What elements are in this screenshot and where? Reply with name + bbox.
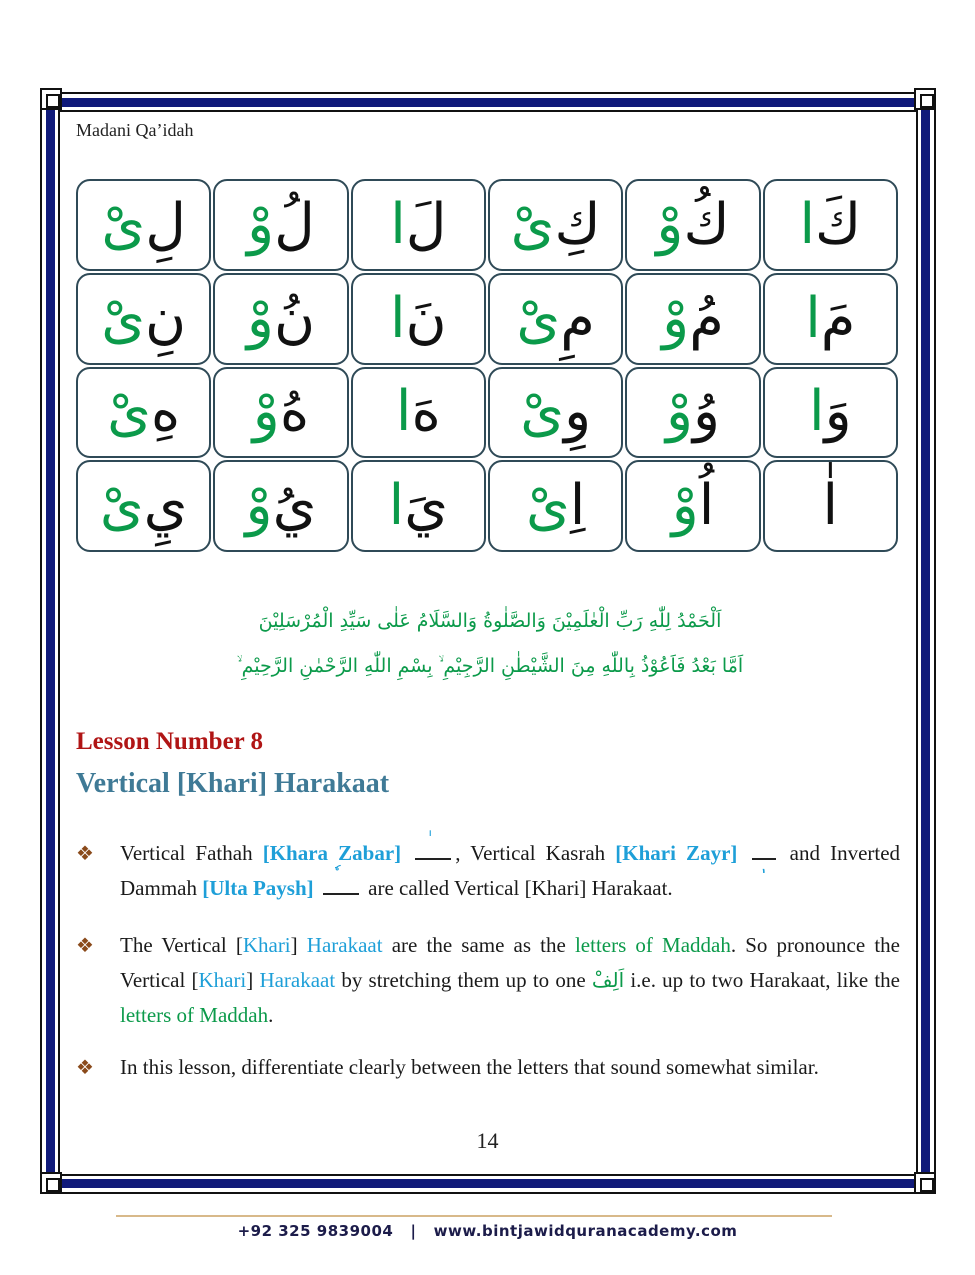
letter-harakah: ىْ	[99, 473, 144, 539]
letter-base: لَ	[405, 191, 447, 257]
term-khari-zayr: [Khari Zayr]	[615, 841, 738, 865]
letter-harakah: ا	[389, 285, 406, 351]
letter-base: كَ	[815, 191, 862, 257]
bullet-text-run: The Vertical [	[120, 933, 243, 957]
letter-cell	[763, 367, 898, 459]
letter-base: لِ	[145, 191, 186, 257]
bullet-text-run: ]	[290, 933, 307, 957]
letter-cell	[763, 179, 898, 271]
term-letters-of-maddah: letters of Maddah	[120, 1003, 269, 1027]
letter-harakah: وْ	[252, 379, 280, 445]
letter-harakah: ا	[809, 379, 825, 445]
letter-cell	[351, 460, 486, 552]
bullet-item	[76, 1050, 900, 1085]
letter-cell	[76, 273, 211, 365]
bullet-text	[120, 928, 900, 1033]
letter-base: اِ	[569, 473, 586, 539]
letter-cell	[625, 179, 760, 271]
letter-cell	[213, 460, 348, 552]
letter-cell	[488, 273, 623, 365]
term-khara-zabar: [Khara Zabar]	[262, 841, 402, 865]
letter-base: وِ	[564, 379, 592, 445]
bullet-text-run: are the same as the	[382, 933, 575, 957]
letter-cell	[488, 367, 623, 459]
page-number: 14	[476, 1128, 499, 1153]
footer-contact	[0, 1222, 975, 1240]
lesson-number: Lesson Number 8	[76, 728, 264, 755]
letter-base: اٰ	[822, 473, 839, 539]
kasrah-blank	[752, 840, 776, 860]
letter-harakah: ىْ	[101, 191, 146, 257]
bullet-diamond-icon: ❖	[76, 1055, 94, 1079]
letter-base: نِ	[145, 285, 187, 351]
letter-cell	[351, 179, 486, 271]
footer-separator: |	[410, 1222, 417, 1240]
letter-harakah: ىْ	[107, 379, 151, 445]
bullet-text-run: , Vertical Kasrah	[455, 841, 616, 865]
letter-base: وُ	[693, 379, 721, 445]
letter-harakah: ا	[805, 285, 821, 351]
letter-cell	[625, 367, 760, 459]
bullet-text-run: ]	[246, 968, 260, 992]
letter-harakah: ىْ	[516, 285, 561, 351]
letter-cell	[213, 273, 348, 365]
letter-harakah: ىْ	[525, 473, 570, 539]
arabic-alif-word: اَلِفْ	[591, 968, 625, 992]
letter-harakah: ا	[799, 191, 816, 257]
letter-cell	[488, 460, 623, 552]
letter-harakah: وْ	[246, 285, 274, 351]
letter-harakah: ىْ	[520, 379, 565, 445]
letter-harakah: وْ	[665, 379, 693, 445]
bullet-item	[76, 836, 900, 906]
letter-base: مِ	[560, 285, 595, 351]
bullet-text	[120, 836, 900, 906]
letter-base: كُ	[683, 191, 730, 257]
letter-base: نُ	[273, 285, 316, 351]
bullet-text-run: i.e. up to two Harakaat, like the	[624, 968, 900, 992]
footer-phone: +92 325 9839004	[237, 1222, 394, 1240]
footer-divider	[116, 1215, 832, 1217]
letter-base: هِ	[150, 379, 181, 445]
invocation-line-1: اَلْحَمْدُ لِلّٰهِ رَبِّ الْعٰلَمِيْنَ وَالصَّلٰوةُ وَالسَّلَامُ عَلٰى سَيِّدِ الْمُرْسَلِيْنَ	[258, 610, 722, 632]
term-khari: Khari	[198, 968, 247, 992]
letter-base: هَ	[411, 379, 441, 445]
footer-website-link[interactable]: www.bintjawidquranacademy.com	[433, 1222, 738, 1240]
bullet-diamond-icon: ❖	[76, 933, 94, 957]
corner-ornament-top-right	[914, 88, 936, 110]
letter-base: يُ	[272, 473, 317, 539]
letter-harakah: ا	[390, 191, 406, 257]
letter-harakah: ا	[395, 379, 412, 445]
letter-cell	[763, 460, 898, 552]
letter-harakah: وْ	[247, 191, 275, 257]
letter-base: وَ	[824, 379, 852, 445]
corner-ornament-bottom-left	[40, 1172, 62, 1194]
letter-cell	[763, 273, 898, 365]
bullet-diamond-icon: ❖	[76, 841, 94, 865]
letter-grid	[76, 179, 898, 552]
letter-base: مَ	[820, 285, 856, 351]
letter-cell	[76, 367, 211, 459]
dammah-blank	[323, 875, 359, 895]
lesson-title: Vertical [Khari] Harakaat	[76, 768, 390, 799]
bullet-text-run: .	[268, 1003, 274, 1027]
letter-harakah: ىْ	[101, 285, 146, 351]
letter-harakah: ا	[388, 473, 405, 539]
letter-harakah: وْ	[245, 473, 273, 539]
term-khari: Khari	[242, 933, 291, 957]
bullet-text-run: Vertical Fathah	[120, 841, 263, 865]
term-ulta-paysh: [Ulta Paysh]	[202, 876, 314, 900]
bullet-text-run: and Inverted Dammah	[120, 841, 901, 900]
book-title: Madani Qa’idah	[76, 120, 194, 140]
letter-cell	[76, 460, 211, 552]
letter-harakah: وْ	[656, 191, 684, 257]
letter-cell	[213, 179, 348, 271]
letter-cell	[76, 179, 211, 271]
fathah-blank	[415, 840, 451, 860]
corner-ornament-bottom-right	[914, 1172, 936, 1194]
letter-cell	[213, 367, 348, 459]
bullet-text: In this lesson, differentiate clearly between the letters that sound somewhat similar.	[120, 1055, 819, 1079]
letter-harakah: وْ	[662, 285, 690, 351]
bullet-item	[76, 928, 900, 1033]
letter-harakah: وْ	[671, 473, 699, 539]
letter-base: مُ	[689, 285, 724, 351]
letter-base: هُ	[279, 379, 310, 445]
corner-ornament-top-left	[40, 88, 62, 110]
term-letters-of-maddah: letters of Maddah	[574, 933, 731, 957]
invocation-line-2: اَمَّا بَعْدُ فَاَعُوْذُ بِاللّٰهِ مِنَ الشَّيْطٰنِ الرَّجِيْمِ ۙ بِسْمِ اللّٰهِ الرَّحْمٰنِ الرَّحِيْمِ ۙ	[236, 655, 744, 677]
letter-cell	[625, 273, 760, 365]
bullet-text-run: by stretching them up to one	[335, 968, 592, 992]
letter-base: اُ	[698, 473, 715, 539]
bullet-text-run: . So pronounce the Vertical [	[120, 933, 900, 992]
term-harakaat: Harakaat	[259, 968, 336, 992]
letter-base: نَ	[405, 285, 447, 351]
letter-base: لُ	[274, 191, 315, 257]
letter-base: يَ	[404, 473, 449, 539]
bullet-text-run: are called Vertical [Khari] Harakaat.	[362, 876, 673, 900]
term-harakaat: Harakaat	[306, 933, 383, 957]
letter-cell	[351, 367, 486, 459]
letter-cell	[488, 179, 623, 271]
letter-cell	[625, 460, 760, 552]
letter-cell	[351, 273, 486, 365]
letter-harakah: ىْ	[510, 191, 555, 257]
letter-base: كِ	[554, 191, 601, 257]
letter-base: يِ	[143, 473, 188, 539]
